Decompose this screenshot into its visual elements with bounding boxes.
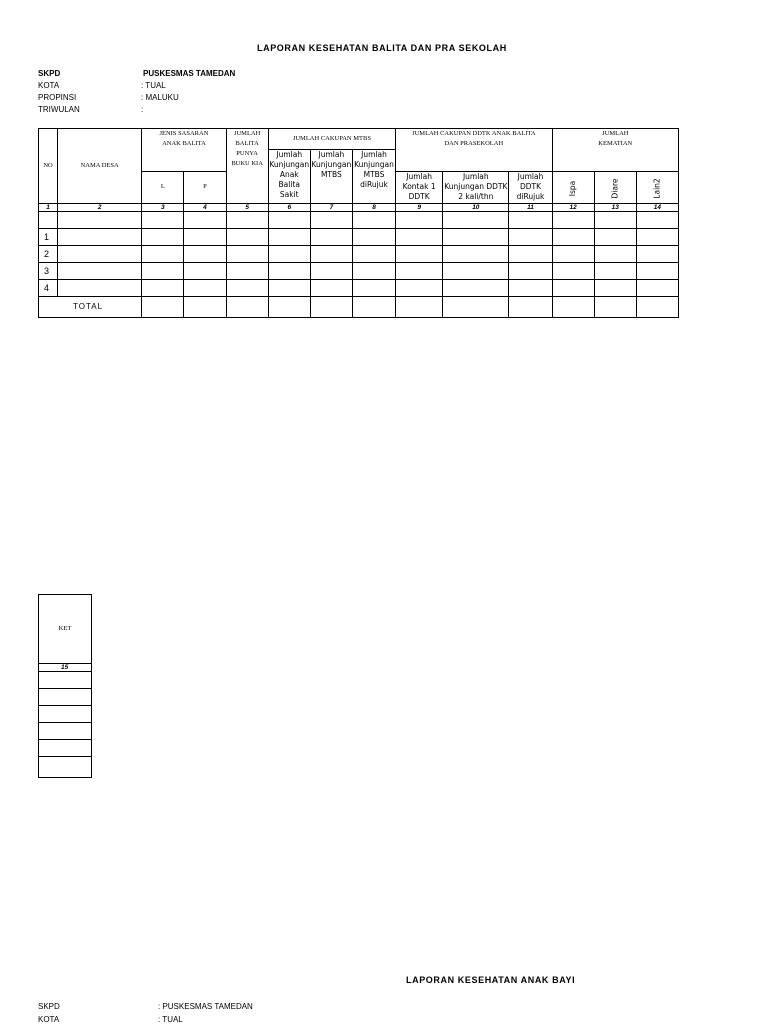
table-row: [39, 723, 92, 740]
kota-label: KOTA: [38, 81, 60, 90]
column-number: 1: [39, 203, 58, 211]
header-mtbs-dirujuk: Jumlah Kunjungan MTBS diRujuk: [352, 149, 395, 203]
triwulan-value: :: [141, 105, 144, 114]
column-number: 11: [509, 203, 552, 211]
row-number: 3: [39, 262, 58, 279]
header-cakupan-ddtk: JUMLAH CAKUPAN DDTK ANAK BALITA DAN PRASEKOLAH: [396, 129, 552, 172]
table-row: [39, 740, 92, 757]
row-number: 4: [39, 279, 58, 296]
ket-column-number: 15: [39, 664, 92, 672]
skpd-label: SKPD: [38, 69, 61, 78]
triwulan-label: TRIWULAN: [38, 105, 80, 114]
header-diare: Diare: [594, 171, 636, 203]
kota-label: KOTA: [38, 1015, 60, 1024]
column-number: 3: [142, 203, 184, 211]
report2-title: LAPORAN KESEHATAN ANAK BAYI: [406, 975, 576, 985]
header-ddtk-kontak: Jumlah Kontak 1 DDTK: [396, 171, 443, 203]
column-number: 14: [636, 203, 678, 211]
skpd-label: SKPD: [38, 1002, 60, 1011]
skpd-value: : PUSKESMAS TAMEDAN: [158, 1002, 253, 1011]
header-l: L: [142, 171, 184, 203]
table-row: [39, 262, 679, 279]
kota-value: : TUAL: [141, 81, 166, 90]
header-ispa: Ispa: [552, 171, 594, 203]
header-nama-desa: NAMA DESA: [58, 129, 142, 204]
balita-report-table: [38, 128, 679, 318]
column-number: 5: [226, 203, 268, 211]
table-row: [39, 245, 679, 262]
total-label: TOTAL: [39, 296, 142, 317]
row-number: 1: [39, 228, 58, 245]
table-row: [39, 211, 679, 228]
column-number: 9: [396, 203, 443, 211]
ket-table: [38, 594, 92, 778]
propinsi-label: PROPINSI: [38, 93, 77, 102]
column-number: 13: [594, 203, 636, 211]
header-p: P: [184, 171, 226, 203]
table-row: [39, 689, 92, 706]
propinsi-value: : MALUKU: [141, 93, 179, 102]
column-number: 7: [310, 203, 352, 211]
header-jumlah-buku-kia: JUMLAH BALITA PUNYA BUKU KIA: [226, 129, 268, 204]
total-row: [39, 296, 679, 317]
header-jenis-sasaran: JENIS SASARAN ANAK BALITA: [142, 129, 226, 172]
header-cakupan-mtbs: JUMLAH CAKUPAN MTBS: [268, 129, 395, 150]
table-row: [39, 228, 679, 245]
row-number: 2: [39, 245, 58, 262]
skpd-value: PUSKESMAS TAMEDAN: [143, 69, 236, 78]
column-number-row: [39, 203, 679, 211]
header-no: NO: [39, 129, 58, 204]
column-number: 6: [268, 203, 310, 211]
column-number: 2: [58, 203, 142, 211]
table-row: [39, 672, 92, 689]
header-kematian: JUMLAH KEMATIAN: [552, 129, 678, 150]
table-row: [39, 757, 92, 778]
column-number: 8: [352, 203, 395, 211]
table-row: [39, 279, 679, 296]
header-mtbs-kunjungan: Jumlah Kunjungan MTBS: [310, 149, 352, 203]
header-ddtk-dirujuk: Jumlah DDTK diRujuk: [509, 171, 552, 203]
kematian-header-spacer: [552, 149, 678, 171]
table-row: [39, 706, 92, 723]
ket-header: KET: [39, 595, 92, 664]
kota-value: : TUAL: [158, 1015, 183, 1024]
column-number: 10: [443, 203, 509, 211]
column-number: 4: [184, 203, 226, 211]
report-title: LAPORAN KESEHATAN BALITA DAN PRA SEKOLAH: [257, 43, 507, 53]
header-ddtk-kunjungan: Jumlah Kunjungan DDTK 2 kali/thn: [443, 171, 509, 203]
header-lain: Lain2: [636, 171, 678, 203]
header-mtbs-kunjungan-sakit: Jumlah Kunjungan Anak Balita Sakit: [268, 149, 310, 203]
column-number: 12: [552, 203, 594, 211]
